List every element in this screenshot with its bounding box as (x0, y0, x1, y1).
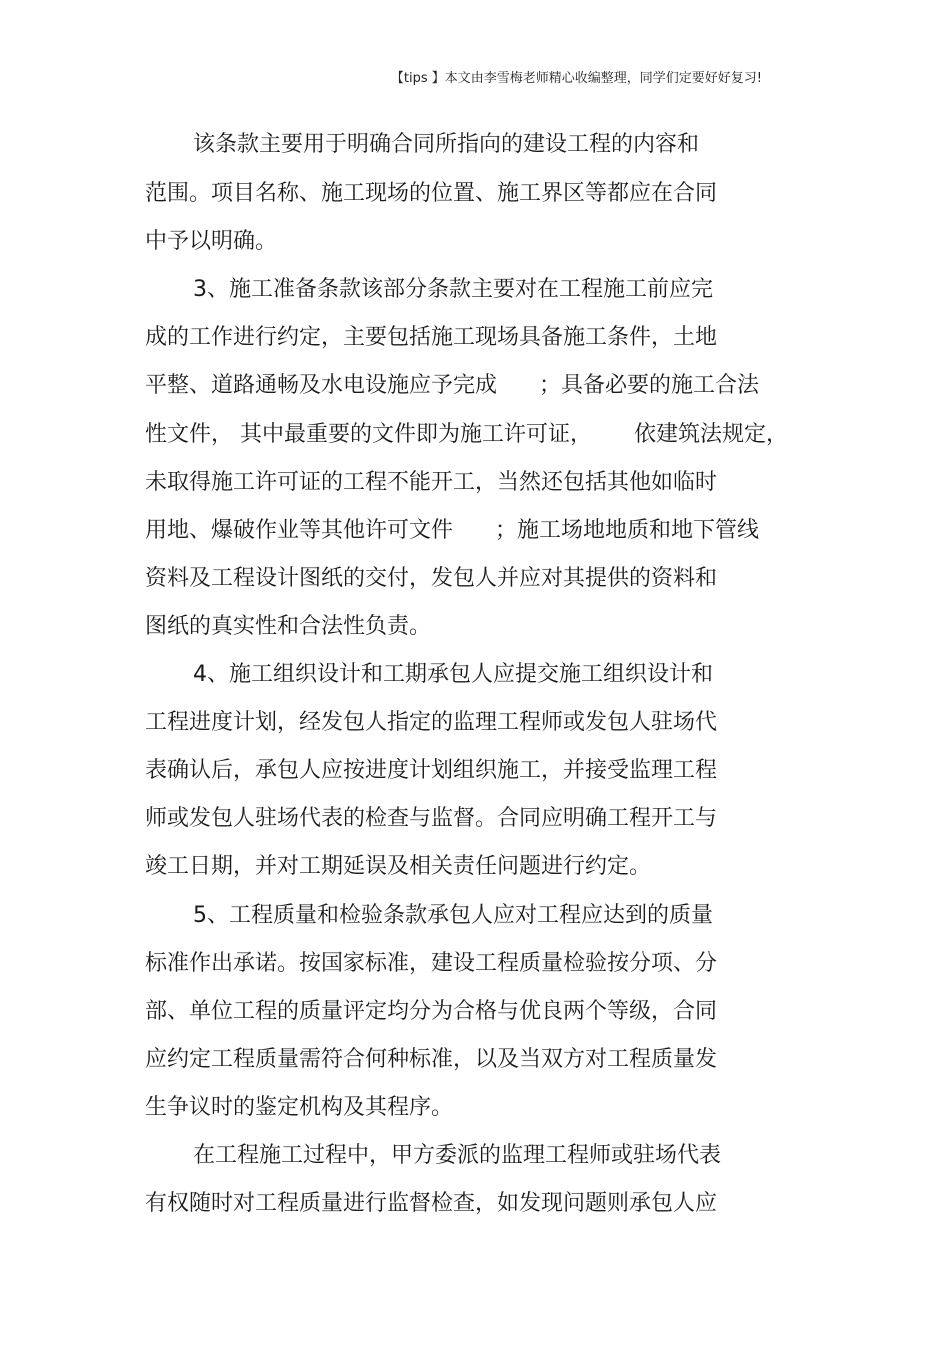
paragraph-line: 应约定工程质量需符合何种标准，以及当双方对工程质量发 (145, 1047, 718, 1072)
paragraph-line: 未取得施工许可证的工程不能开工，当然还包括其他如临时 (145, 470, 718, 495)
paragraph-line: 在工程施工过程中，甲方委派的监理工程师或驻场代表 (193, 1143, 722, 1168)
paragraph-line: 有权随时对工程质量进行监督检查，如发现问题则承包人应 (145, 1191, 718, 1216)
paragraph-line: 成的工作进行约定，主要包括施工现场具备施工条件，土地 (145, 325, 718, 350)
paragraph-line: 范围。项目名称、施工现场的位置、施工界区等都应在合同 (145, 181, 718, 206)
paragraph-line: 竣工日期，并对工期延误及相关责任问题进行约定。 (145, 854, 652, 879)
paragraph-line: 表确认后，承包人应按进度计划组织施工，并接受监理工程 (145, 758, 718, 783)
paragraph-line: 图纸的真实性和合法性负责。 (145, 614, 432, 639)
paragraph-line: 该条款主要用于明确合同所指向的建设工程的内容和 (193, 132, 700, 157)
header-tips-note: 【tips 】本文由李雪梅老师精心收编整理，同学们定要好好复习! (390, 71, 762, 86)
paragraph-line: 工程进度计划，经发包人指定的监理工程师或发包人驻场代 (145, 710, 718, 735)
paragraph-line: 标准作出承诺。按国家标准，建设工程质量检验按分项、分 (145, 951, 718, 976)
paragraph-line: 平整、道路通畅及水电设施应予完成 ；具备必要的施工合法 (145, 373, 759, 398)
paragraph-line: 生争议时的鉴定机构及其程序。 (145, 1095, 454, 1120)
paragraph-line: 资料及工程设计图纸的交付，发包人并应对其提供的资料和 (145, 566, 718, 591)
paragraph-line: 部、单位工程的质量评定均分为合格与优良两个等级，合同 (145, 999, 718, 1024)
paragraph-line: 4、施工组织设计和工期承包人应提交施工组织设计和 (193, 662, 713, 687)
paragraph-line: 性文件， 其中最重要的文件即为施工许可证， 依建筑法规定， (145, 422, 788, 447)
paragraph-line: 师或发包人驻场代表的检查与监督。合同应明确工程开工与 (145, 806, 718, 831)
paragraph-line: 5、工程质量和检验条款承包人应对工程应达到的质量 (193, 903, 713, 928)
paragraph-line: 中予以明确。 (145, 229, 278, 254)
paragraph-line: 用地、爆破作业等其他许可文件 ；施工场地地质和地下管线 (145, 518, 759, 543)
paragraph-line: 3、施工准备条款该部分条款主要对在工程施工前应完 (193, 277, 713, 302)
